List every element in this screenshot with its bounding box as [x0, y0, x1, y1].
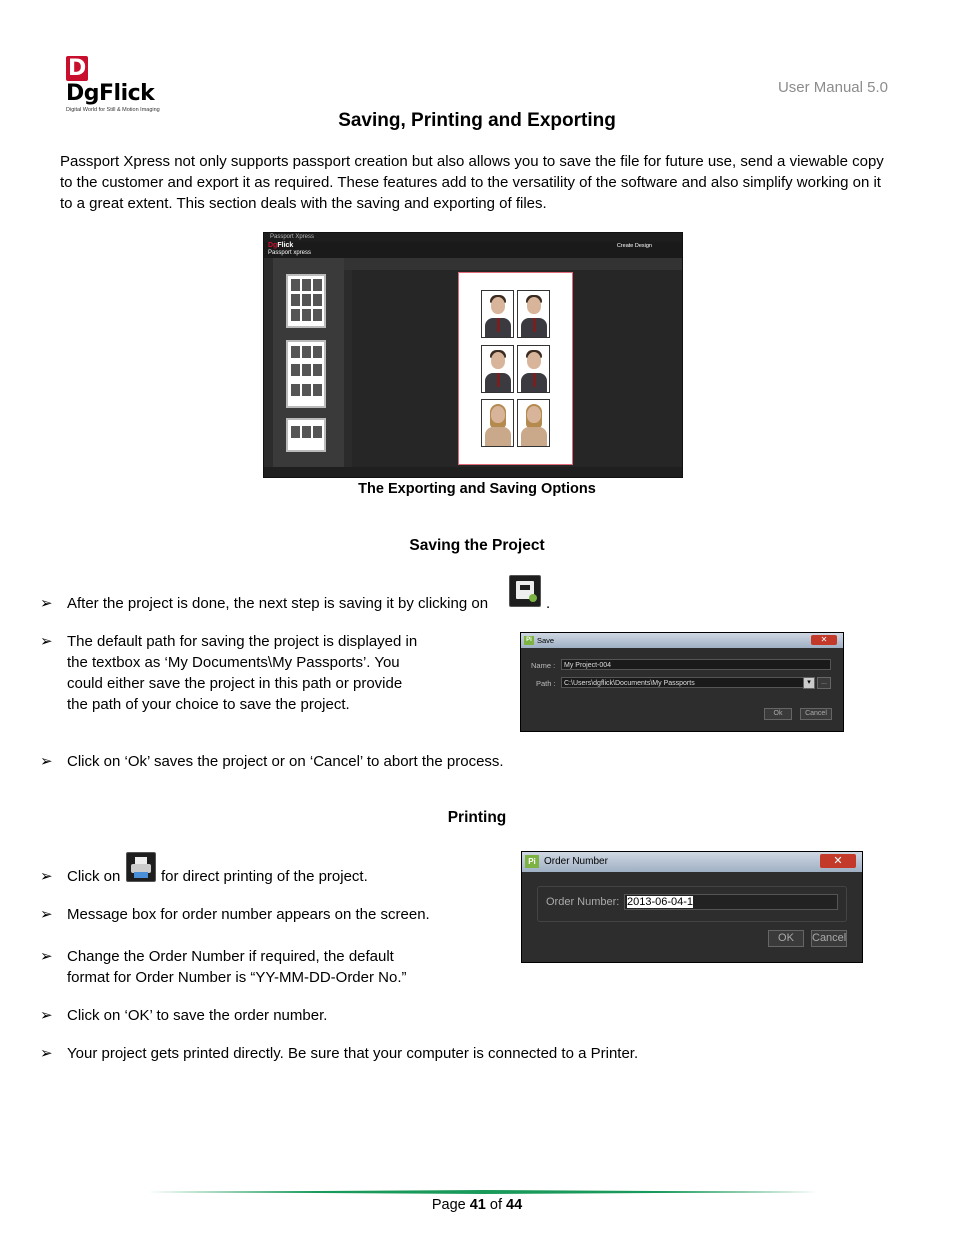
bullet-arrow: ➢	[40, 753, 53, 770]
path-label: Path :	[536, 679, 556, 688]
bullet-text: Message box for order number appears on the screen.	[67, 906, 430, 923]
bullet-text: After the project is done, the next step is saving it by clicking on	[67, 595, 489, 612]
bullet-text: Click on ‘Ok’ saves the project or on ‘Cancel’ to abort the process.	[67, 753, 504, 770]
app-header: DgFlick Passport xpress Create Design	[264, 242, 682, 258]
create-design-label: Create Design	[616, 243, 652, 249]
layout-thumb	[286, 340, 326, 408]
passport-photo	[481, 290, 514, 338]
dgflick-logo: DDgFlick Digital World for Still & Motion Imaging	[66, 56, 176, 96]
save-dialog	[520, 632, 844, 732]
saving-bullet-3	[40, 751, 640, 773]
current-page: 41	[469, 1197, 486, 1213]
bullet-line: could either save the project in this path or provide	[67, 675, 403, 692]
bullet-end: .	[546, 595, 551, 612]
passport-photo	[517, 345, 550, 393]
printing-bullet-4	[40, 1005, 540, 1027]
bullet-arrow: ➢	[40, 1007, 53, 1024]
passport-photo	[481, 399, 514, 447]
passport-photo	[517, 399, 550, 447]
intro-paragraph: Passport Xpress not only supports passport creation but also allows you to save the file for future use, send a viewable copy to the customer and export it as required. These features add to the versatility of the software and also simplify working on it to a great extent. This section deals with the saving and exporting of files.	[60, 153, 884, 212]
save-dialog-title: Save	[537, 636, 555, 645]
passport-sheet	[458, 272, 573, 465]
bullet-arrow: ➢	[40, 868, 53, 885]
browse-button[interactable]: ...	[817, 677, 831, 689]
page-label: Page	[431, 1197, 466, 1213]
of-label: of	[489, 1197, 502, 1213]
close-icon[interactable]: ✕	[811, 635, 837, 645]
page-title: Saving, Printing and Exporting	[338, 110, 616, 131]
printing-bullet-5	[40, 1043, 740, 1065]
saving-bullet-1	[40, 593, 560, 615]
bullet-arrow: ➢	[40, 633, 53, 650]
bullet-arrow: ➢	[40, 595, 53, 612]
logo-tagline: Digital World for Still & Motion Imaging	[66, 107, 160, 113]
order-dialog-title: Order Number	[544, 856, 608, 867]
order-number-label: Order Number:	[546, 896, 620, 908]
bullet-text: Click on ‘OK’ to save the order number.	[67, 1007, 328, 1024]
order-dialog-titlebar	[522, 852, 862, 872]
total-pages: 44	[506, 1197, 523, 1213]
print-icon[interactable]	[126, 852, 156, 882]
save-dialog-titlebar	[521, 633, 843, 648]
bullet-arrow: ➢	[40, 948, 53, 965]
app-bottom-bar	[264, 467, 682, 477]
close-icon[interactable]: ✕	[820, 854, 856, 868]
name-input[interactable]: My Project-004	[561, 659, 831, 670]
bullet-line: the path of your choice to save the project.	[67, 696, 350, 713]
bullet-text: Click on	[67, 868, 121, 885]
printing-bullet-1	[40, 866, 480, 888]
order-number-input[interactable]	[624, 894, 838, 910]
figure-caption: The Exporting and Saving Options	[358, 481, 596, 497]
saving-bullet-2	[40, 631, 460, 721]
bullet-line: Change the Order Number if required, the default	[67, 948, 394, 965]
passport-photo	[517, 290, 550, 338]
app-icon: Pi	[525, 855, 539, 868]
save-icon[interactable]	[509, 575, 541, 607]
layout-thumb	[286, 274, 326, 328]
printing-bullet-2	[40, 904, 500, 926]
printing-heading: Printing	[447, 809, 507, 826]
app-toolbar	[344, 258, 682, 270]
bullet-text: for direct printing of the project.	[161, 868, 368, 885]
page-number	[0, 1197, 954, 1213]
printing-bullet-3	[40, 946, 480, 990]
bullet-line: format for Order Number is “YY-MM-DD-Order No.”	[67, 969, 407, 986]
footer-divider	[148, 1190, 818, 1194]
path-input[interactable]: C:\Users\dgflick\Documents\My Passports	[561, 677, 815, 688]
bullet-text: Your project gets printed directly. Be sure that your computer is connected to a Printer.	[67, 1045, 639, 1062]
bullet-line: The default path for saving the project is displayed in	[67, 633, 418, 650]
ok-button[interactable]: Ok	[764, 708, 792, 720]
bullet-arrow: ➢	[40, 906, 53, 923]
bullet-arrow: ➢	[40, 1045, 53, 1062]
manual-version: User Manual 5.0	[777, 79, 888, 96]
app-sidebar	[264, 258, 344, 477]
name-label: Name :	[531, 661, 556, 670]
app-window-title: Passport Xpress	[264, 233, 682, 242]
order-number-dialog	[521, 851, 863, 963]
cancel-button[interactable]: Cancel	[811, 930, 847, 947]
passport-photo	[481, 345, 514, 393]
app-name: Passport xpress	[268, 250, 312, 256]
bullet-line: the textbox as ‘My Documents\My Passports’. You	[67, 654, 400, 671]
app-icon: Pi	[524, 636, 534, 645]
chevron-down-icon[interactable]: ▾	[803, 677, 815, 689]
cancel-button[interactable]: Cancel	[800, 708, 832, 720]
app-sidebar-tabs	[264, 258, 273, 467]
order-number-value: 2013-06-04-1	[627, 896, 694, 908]
layout-thumb	[286, 418, 326, 452]
saving-heading: Saving the Project	[409, 537, 545, 554]
ok-button[interactable]: OK	[768, 930, 804, 947]
logo-text: DgFlick	[66, 81, 155, 106]
